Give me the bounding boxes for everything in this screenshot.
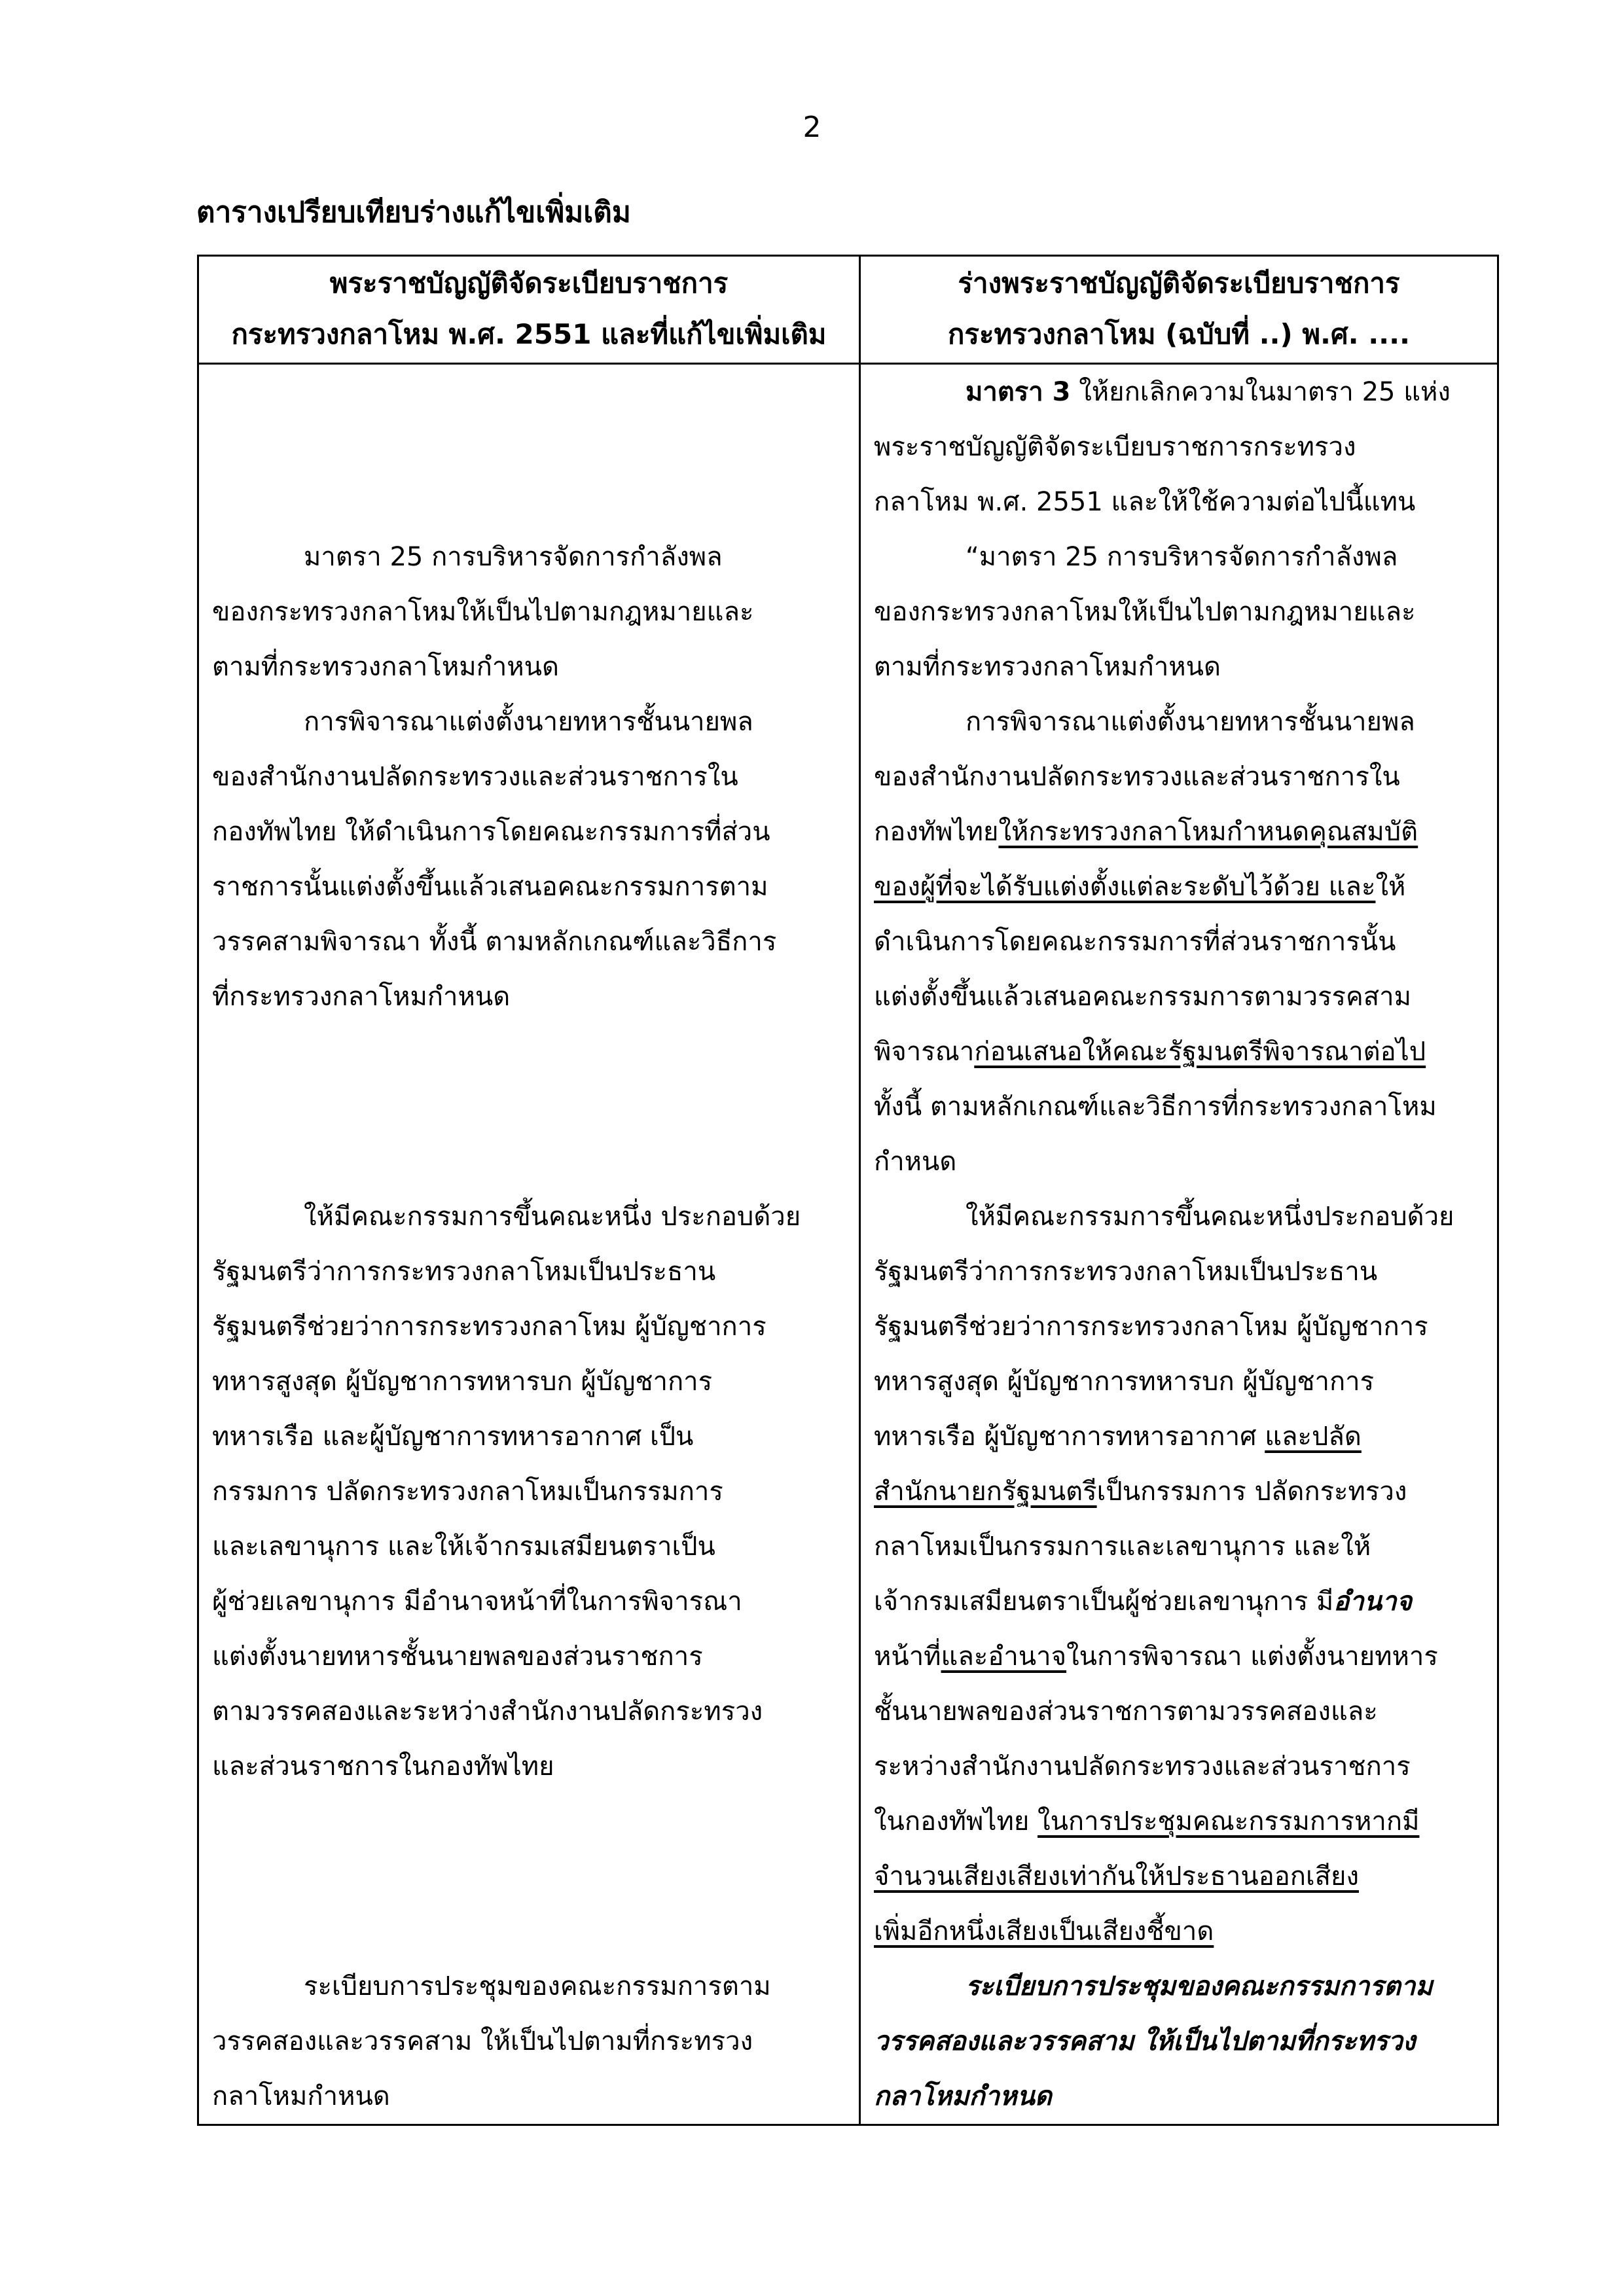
text-line: ชั้นนายพลของส่วนราชการตามวรรคสองและ — [874, 1696, 1378, 1727]
deleted-text: กลาโหมกำหนด — [874, 2081, 1052, 2111]
text-line: ระหว่างสำนักงานปลัดกระทรวงและส่วนราชการ — [874, 1751, 1411, 1782]
text-line: กลาโหมเป็นกรรมการและเลขานุการ และให้ — [874, 1532, 1371, 1562]
text-line: ให้มีคณะกรรมการขึ้นคณะหนึ่งประกอบด้วย — [965, 1202, 1454, 1232]
text-line: วรรคสองและวรรคสาม ให้เป็นไปตามที่กระทรวง — [212, 2026, 753, 2056]
text-line: ระเบียบการประชุมของคณะกรรมการตาม — [304, 1971, 771, 2001]
header-draft-act — [860, 256, 1498, 364]
text-run: เป็นกรรมการ ปลัดกระทรวง — [1096, 1477, 1407, 1507]
added-text: จำนวนเสียงเสียงเท่ากันให้ประธานออกเสียง — [874, 1861, 1360, 1892]
text-run: เจ้ากรมเสมียนตราเป็นผู้ช่วยเลขานุการ มี — [874, 1587, 1334, 1617]
text-line: และส่วนราชการในกองทัพไทย — [212, 1751, 554, 1782]
header-line: ร่างพระราชบัญญัติจัดระเบียบราชการ — [958, 267, 1400, 299]
text-line: กลาโหมกำหนด — [212, 2081, 390, 2111]
added-text: ของผู้ที่จะได้รับแต่งตั้งแต่ละระดับไว้ด้วย และ — [874, 872, 1376, 902]
text-line: ตามวรรคสองและระหว่างสำนักงานปลัดกระทรวง — [212, 1696, 763, 1727]
section-3-label: มาตรา 3 — [965, 377, 1071, 407]
text-line: ที่กระทรวงกลาโหมกำหนด — [212, 982, 511, 1012]
text-line: ตามที่กระทรวงกลาโหมกำหนด — [874, 652, 1221, 682]
header-line: กระทรวงกลาโหม พ.ศ. 2551 และที่แก้ไขเพิ่มเติม — [231, 318, 827, 350]
text-run: ในกองทัพไทย — [874, 1806, 1038, 1837]
header-line: กระทรวงกลาโหม (ฉบับที่ ..) พ.ศ. .... — [947, 318, 1411, 350]
deleted-text: อำนาจ — [1333, 1587, 1412, 1617]
text-line: ให้มีคณะกรรมการขึ้นคณะหนึ่ง ประกอบด้วย — [304, 1202, 801, 1232]
text-line: ราชการนั้นแต่งตั้งขึ้นแล้วเสนอคณะกรรมการตาม — [212, 872, 768, 902]
text-line: ของสำนักงานปลัดกระทรวงและส่วนราชการใน — [212, 762, 738, 792]
section-25-paragraph-2 — [212, 694, 844, 1024]
text-line: แต่งตั้งนายทหารชั้นนายพลของส่วนราชการ — [212, 1641, 703, 1672]
text-line: “มาตรา 25 การบริหารจัดการกำลังพล — [965, 542, 1398, 572]
text-line: รัฐมนตรีว่าการกระทรวงกลาโหมเป็นประธาน — [212, 1257, 716, 1287]
added-text: ในการประชุมคณะกรรมการหากมี — [1038, 1806, 1420, 1837]
text-line: กลาโหม พ.ศ. 2551 และให้ใช้ความต่อไปนี้แทน — [874, 487, 1416, 517]
added-text: และปลัด — [1265, 1422, 1362, 1452]
added-text: ก่อนเสนอให้คณะรัฐมนตรีพิจารณาต่อไป — [974, 1037, 1426, 1067]
added-text: สำนักนายกรัฐมนตรี — [874, 1477, 1097, 1507]
text-line: มาตรา 25 การบริหารจัดการกำลังพล — [304, 542, 723, 572]
text-line: ตามที่กระทรวงกลาโหมกำหนด — [212, 652, 559, 682]
header-current-act — [198, 256, 860, 364]
page-number: 2 — [803, 111, 821, 144]
table-body-row — [198, 364, 1498, 2125]
draft-section-25-paragraph-3 — [874, 1189, 1483, 1959]
added-text: เพิ่มอีกหนึ่งเสียงเป็นเสียงชี้ขาด — [874, 1916, 1214, 1946]
text-run: กองทัพไทย — [874, 817, 999, 847]
text-line: แต่งตั้งขึ้นแล้วเสนอคณะกรรมการตามวรรคสาม — [874, 982, 1411, 1012]
text-line: กำหนด — [874, 1147, 957, 1177]
current-act-column — [198, 364, 860, 2125]
text-line: ดำเนินการโดยคณะกรรมการที่ส่วนราชการนั้น — [874, 927, 1396, 957]
text-run: ในการพิจารณา แต่งตั้งนายทหาร — [1066, 1641, 1438, 1672]
page-title: ตารางเปรียบเทียบร่างแก้ไขเพิ่มเติม — [196, 196, 631, 229]
text-line: ทหารสูงสุด ผู้บัญชาการทหารบก ผู้บัญชาการ — [874, 1367, 1375, 1397]
text-line: ทหารเรือ และผู้บัญชาการทหารอากาศ เป็น — [212, 1422, 694, 1452]
text-line: การพิจารณาแต่งตั้งนายทหารชั้นนายพล — [304, 707, 753, 737]
draft-section-25-paragraph-4-deleted — [874, 1959, 1483, 2124]
text-line: รัฐมนตรีช่วยว่าการกระทรวงกลาโหม ผู้บัญชาการ — [874, 1312, 1428, 1342]
text-line: และเลขานุการ และให้เจ้ากรมเสมียนตราเป็น — [212, 1532, 715, 1562]
draft-section-25-paragraph-1 — [874, 529, 1483, 694]
section-25-paragraph-1 — [212, 529, 844, 694]
text-line: รัฐมนตรีช่วยว่าการกระทรวงกลาโหม ผู้บัญชาการ — [212, 1312, 767, 1342]
text-run: หน้าที่ — [874, 1641, 941, 1672]
added-text: ให้กระทรวงกลาโหมกำหนดคุณสมบัติ — [998, 817, 1418, 847]
header-line: พระราชบัญญัติจัดระเบียบราชการ — [329, 267, 729, 299]
text-line: ของสำนักงานปลัดกระทรวงและส่วนราชการใน — [874, 762, 1400, 792]
section-25-paragraph-4 — [212, 1959, 844, 2124]
text-line: ของกระทรวงกลาโหมให้เป็นไปตามกฎหมายและ — [212, 597, 754, 627]
text-line: ทั้งนี้ ตามหลักเกณฑ์และวิธีการที่กระทรวงกลาโหม — [874, 1092, 1437, 1122]
text-line: ของกระทรวงกลาโหมให้เป็นไปตามกฎหมายและ — [874, 597, 1416, 627]
text-line: ทหารสูงสุด ผู้บัญชาการทหารบก ผู้บัญชาการ — [212, 1367, 713, 1397]
text-line: กองทัพไทย ให้ดำเนินการโดยคณะกรรมการที่ส่วน — [212, 817, 770, 847]
text-line: พระราชบัญญัติจัดระเบียบราชการกระทรวง — [874, 432, 1356, 462]
text-run: ให้ยกเลิกความในมาตรา 25 แห่ง — [1070, 377, 1451, 407]
draft-section-25-paragraph-2 — [874, 694, 1483, 1189]
text-run: ทหารเรือ ผู้บัญชาการทหารอากาศ — [874, 1422, 1265, 1452]
text-line: รัฐมนตรีว่าการกระทรวงกลาโหมเป็นประธาน — [874, 1257, 1378, 1287]
comparison-table — [197, 255, 1499, 2126]
text-line: กรรมการ ปลัดกระทรวงกลาโหมเป็นกรรมการ — [212, 1477, 723, 1507]
text-line: วรรคสามพิจารณา ทั้งนี้ ตามหลักเกณฑ์และวิธีการ — [212, 927, 777, 957]
table-header-row — [198, 256, 1498, 364]
section-25-paragraph-3 — [212, 1189, 844, 1794]
deleted-text: วรรคสองและวรรคสาม ให้เป็นไปตามที่กระทรวง — [874, 2026, 1416, 2056]
section-3-intro — [874, 365, 1483, 529]
text-run: พิจารณา — [874, 1037, 975, 1067]
text-run: ให้ — [1375, 872, 1406, 902]
text-line: ผู้ช่วยเลขานุการ มีอำนาจหน้าที่ในการพิจารณา — [212, 1587, 742, 1617]
deleted-text: ระเบียบการประชุมของคณะกรรมการตาม — [965, 1971, 1433, 2001]
text-line: การพิจารณาแต่งตั้งนายทหารชั้นนายพล — [965, 707, 1415, 737]
draft-act-column — [860, 364, 1498, 2125]
added-text: และอำนาจ — [941, 1641, 1067, 1672]
